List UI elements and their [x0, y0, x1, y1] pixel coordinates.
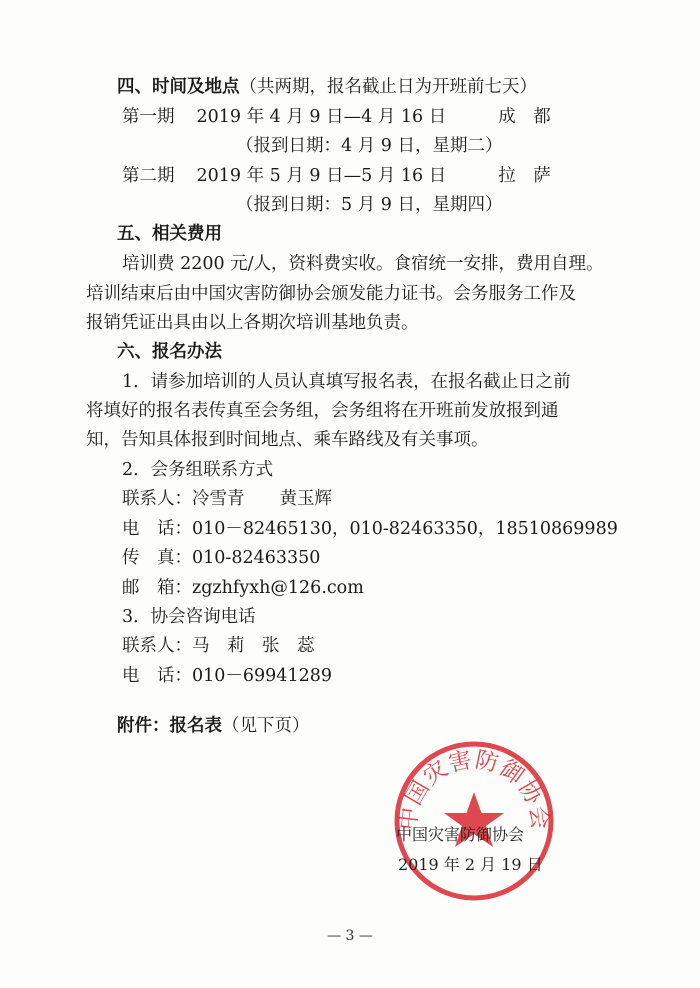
fee-line-1: 培训费 2200 元/人，资料费实收。食宿统一安排，费用自理。 — [122, 254, 604, 274]
fee-line-2: 培训结束后由中国灾害防御协会颁发能力证书。会务服务工作及 — [86, 284, 576, 304]
period-2-row — [122, 165, 551, 187]
item-1-line-3: 知，告知具体报到时间地点、乘车路线及有关事项。 — [86, 430, 489, 450]
period-1-label: 第一期 — [122, 107, 175, 127]
email-label: 邮 箱： — [122, 578, 192, 598]
contact-2-row — [122, 635, 315, 657]
svg-text:中国灾害防御协会: 中国灾害防御协会 — [395, 747, 553, 832]
email-row — [122, 577, 364, 599]
period-2-city: 拉 萨 — [498, 166, 551, 186]
signature-date: 2019 年 2 月 19 日 — [398, 855, 543, 874]
period-1-dates: 2019 年 4 月 9 日—4 月 16 日 — [196, 107, 447, 127]
fax-value: 010-82463350 — [192, 548, 321, 568]
email-value: zgzhfyxh@126.com — [192, 578, 364, 598]
period-1-row — [122, 106, 551, 128]
signature-org: 中国灾害防御协会 — [396, 825, 525, 844]
item-3-title: 3．协会咨询电话 — [122, 607, 256, 627]
phone-value: 010－82465130，010-82463350，18510869989 — [192, 519, 618, 539]
item-1-line-2: 将填好的报名表传真至会务组，会务组将在开班前发放报到通 — [86, 401, 559, 421]
page-number: — 3 — — [327, 928, 373, 944]
phone-2-row — [122, 665, 332, 687]
section-5-title: 五、相关费用 — [117, 224, 222, 244]
section-4-note: （共两期，报名截止日为开班前七天） — [239, 77, 537, 97]
item-2-title: 2．会务组联系方式 — [122, 460, 274, 480]
period-1-city: 成 都 — [498, 107, 551, 127]
official-seal — [393, 740, 555, 902]
contact-label: 联系人： — [122, 489, 192, 509]
phone-2-value: 010－69941289 — [192, 666, 332, 686]
period-1-report: （报到日期：4 月 9 日，星期二） — [236, 136, 503, 156]
fax-label: 传 真： — [122, 548, 192, 568]
contact-2-label: 联系人： — [122, 636, 192, 656]
phone-2-label: 电 话： — [122, 666, 192, 686]
fee-line-3: 报销凭证出具由以上各期次培训基地负责。 — [86, 313, 419, 333]
contact-2-value: 马 莉 张 蕊 — [192, 636, 315, 656]
item-1-line-1: 1．请参加培训的人员认真填写报名表，在报名截止日之前 — [122, 372, 571, 392]
attachment-label: 附件：报名表 — [117, 716, 222, 736]
section-4-heading — [117, 76, 537, 98]
attachment-note: （见下页） — [222, 716, 310, 736]
period-2-report: （报到日期：5 月 9 日，星期四） — [236, 195, 503, 215]
contact-row — [122, 488, 332, 510]
phone-row — [122, 518, 618, 540]
period-2-dates: 2019 年 5 月 9 日—5 月 16 日 — [196, 166, 447, 186]
phone-label: 电 话： — [122, 519, 192, 539]
attachment-line — [117, 715, 310, 737]
section-6-title: 六、报名办法 — [117, 342, 222, 362]
period-2-label: 第二期 — [122, 166, 175, 186]
fax-row — [122, 547, 320, 569]
section-4-title: 四、时间及地点 — [117, 77, 240, 97]
contact-value: 冷雪青 黄玉辉 — [192, 489, 332, 509]
